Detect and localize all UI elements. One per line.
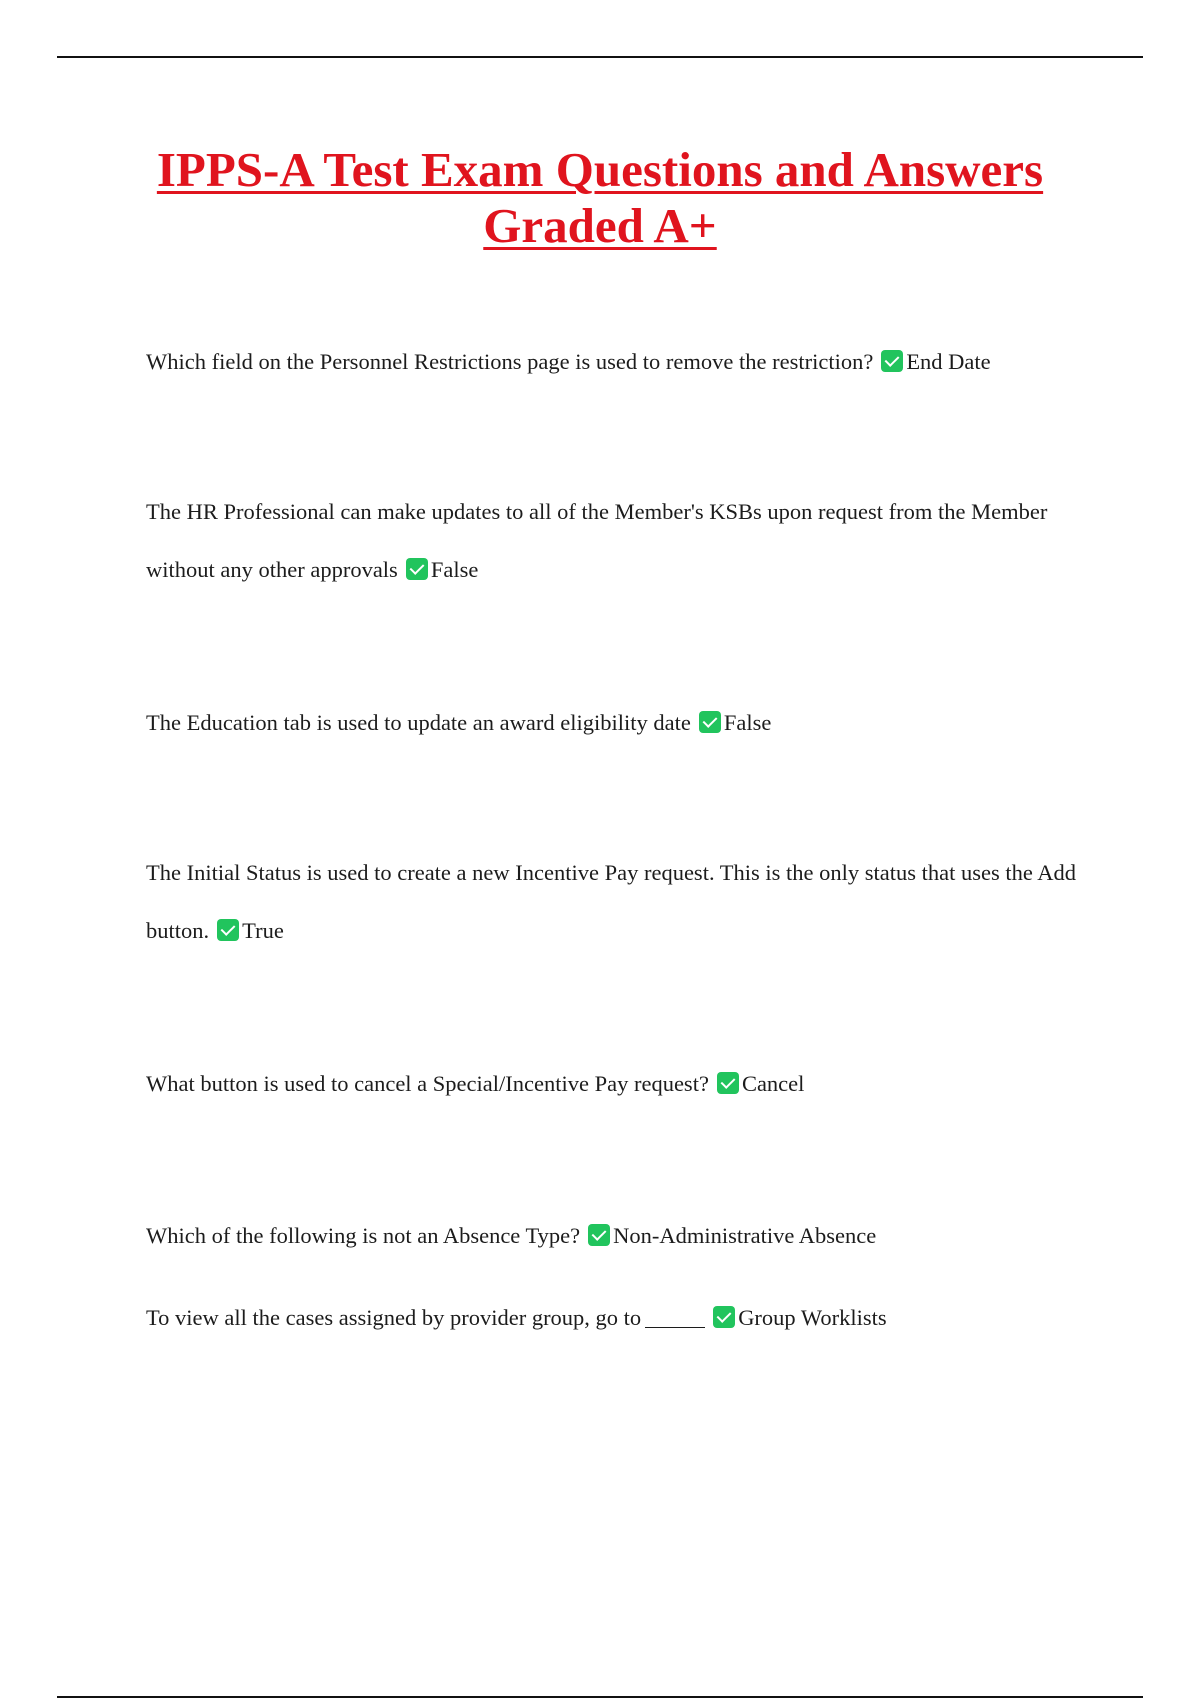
bottom-divider	[57, 1696, 1143, 1698]
check-mark-icon	[217, 919, 239, 941]
qa-item-3	[146, 694, 1086, 752]
check-mark-icon	[699, 711, 721, 733]
check-mark-icon	[717, 1072, 739, 1094]
question-text: To view all the cases assigned by provider group, go to	[146, 1305, 642, 1330]
answer-text: Group Worklists	[738, 1305, 887, 1330]
qa-item-5	[146, 1055, 1086, 1113]
check-mark-icon	[588, 1224, 610, 1246]
answer-text: True	[242, 918, 284, 943]
top-divider	[57, 56, 1143, 58]
question-text: What button is used to cancel a Special/Incentive Pay request?	[146, 1071, 709, 1096]
answer-text: Cancel	[741, 1071, 805, 1096]
answer-text: Non-Administrative Absence	[613, 1223, 877, 1248]
question-text: Which of the following is not an Absence Type?	[146, 1223, 581, 1248]
answer-text: False	[430, 557, 479, 582]
answer-text: End Date	[906, 349, 991, 374]
check-mark-icon	[881, 350, 903, 372]
document-title: IPPS-A Test Exam Questions and Answers Graded A+	[156, 142, 1044, 253]
qa-item-7	[146, 1289, 1086, 1347]
qa-item-4	[146, 844, 1086, 960]
question-text: The Initial Status is used to create a new Incentive Pay request. This is the only status that uses the Add button.	[146, 860, 1077, 943]
check-mark-icon	[406, 558, 428, 580]
question-text: Which field on the Personnel Restrictions page is used to remove the restriction?	[146, 349, 874, 374]
question-text: The HR Professional can make updates to all of the Member's KSBs upon request from the Member without any other approvals	[146, 499, 1048, 582]
qa-item-1	[146, 333, 1086, 391]
answer-text: False	[723, 710, 772, 735]
question-text: The Education tab is used to update an award eligibility date	[146, 710, 691, 735]
qa-item-6	[146, 1207, 1086, 1265]
qa-item-2	[146, 483, 1086, 599]
check-mark-icon	[713, 1306, 735, 1328]
fill-in-blank	[645, 1327, 705, 1328]
